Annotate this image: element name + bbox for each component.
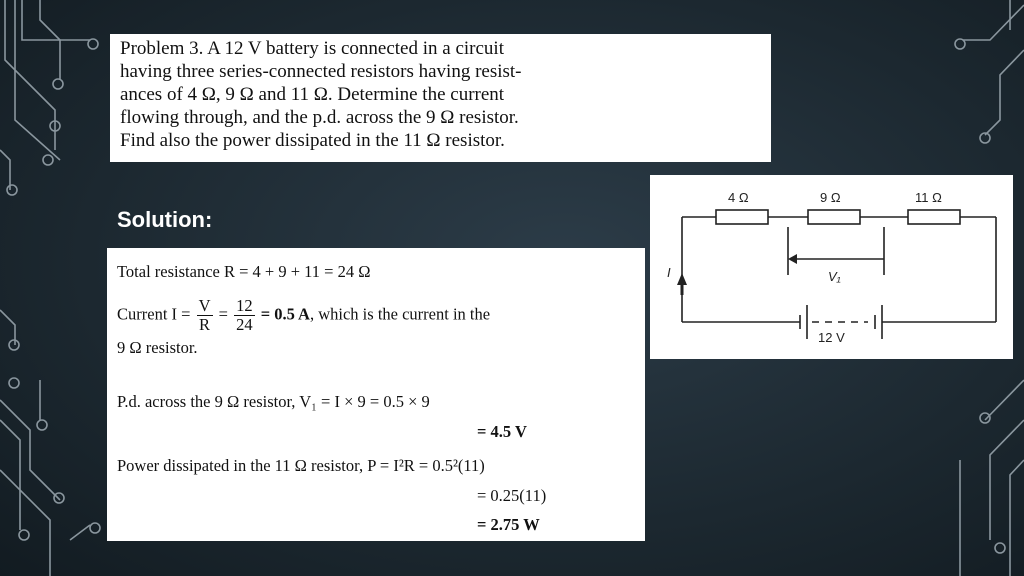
pd-line-2: = 4.5 V: [477, 422, 527, 441]
power-line-3: = 2.75 W: [477, 515, 540, 534]
label-battery: 12 V: [818, 330, 845, 345]
circuit-diagram-panel: [650, 175, 1013, 359]
v1-arrow-head: [788, 254, 797, 264]
problem-line: having three series-connected resistors having resist-: [120, 61, 522, 82]
label-current: I: [667, 265, 671, 280]
resistor-9-ohm: [808, 210, 860, 224]
fraction-denominator: 24: [236, 315, 253, 334]
circuit-diagram: [650, 175, 1013, 359]
problem-line: ances of 4 Ω, 9 Ω and 11 Ω. Determine the current: [120, 84, 505, 105]
label-11-ohm: 11 Ω: [915, 190, 942, 205]
solution-heading: Solution:: [117, 207, 213, 232]
resistor-4-ohm: [716, 210, 768, 224]
current-suffix: , which is the current in the: [309, 304, 491, 324]
problem-line: flowing through, and the p.d. across the 9 Ω resistor.: [120, 107, 519, 128]
fraction-numerator: V: [198, 296, 211, 315]
problem-line: Find also the power dissipated in the 11 Ω resistor.: [120, 130, 505, 151]
problem-line: Problem 3. A 12 V battery is connected in a circuit: [120, 38, 504, 59]
fraction-12-over-24: [234, 297, 255, 334]
pd-line-1: P.d. across the 9 Ω resistor, V₁ = I × 9 = 0.5 × 9: [117, 392, 430, 411]
label-9-ohm: 9 Ω: [820, 190, 841, 205]
total-resistance-line: Total resistance R = 4 + 9 + 11 = 24 Ω: [117, 262, 371, 281]
current-prefix: Current I =: [117, 304, 191, 324]
power-line-2: = 0.25(11): [477, 486, 547, 505]
fraction-v-over-r: [197, 297, 213, 334]
label-v1: V₁: [828, 269, 841, 284]
resistor-11-ohm: [908, 210, 960, 224]
current-arrow-head: [677, 273, 687, 285]
current-equation: Current I = $\frac{V}{R}$ = $\frac{12}{24}$ = 0.5 A, which is the current in the: [117, 296, 491, 334]
problem-text: [120, 37, 764, 152]
current-line-2: 9 Ω resistor.: [117, 338, 198, 357]
current-result: = 0.5 A: [260, 304, 310, 324]
power-line-1: Power dissipated in the 11 Ω resistor, P = I²R = 0.5²(11): [117, 456, 485, 475]
problem-statement-panel: [110, 34, 771, 162]
solution-panel: [107, 248, 645, 541]
fraction-numerator: 12: [236, 296, 253, 315]
label-4-ohm: 4 Ω: [728, 190, 749, 205]
fraction-denominator: R: [199, 315, 211, 334]
